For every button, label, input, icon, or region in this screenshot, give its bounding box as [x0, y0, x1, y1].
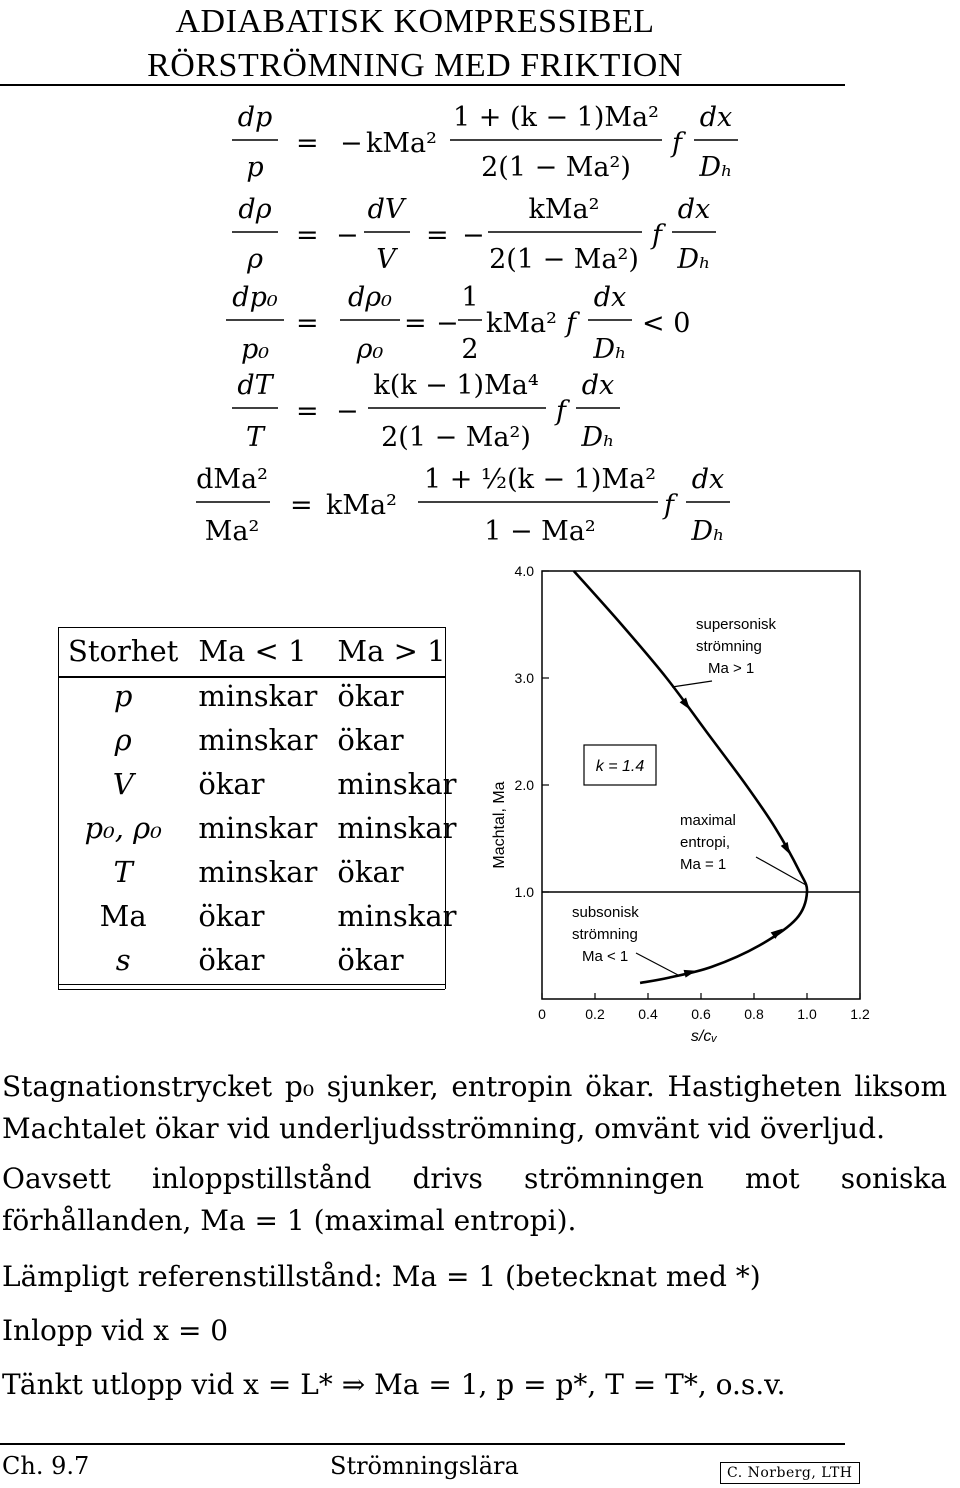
- eq3-equals-2: =: [404, 308, 427, 339]
- eq2-dh: Dₕ: [677, 244, 711, 275]
- y-tick-label: 3.0: [514, 670, 534, 686]
- table-row: [58, 718, 466, 762]
- eq3-lhs-den: p₀: [240, 334, 270, 365]
- table-cell-subsonic: minskar: [198, 855, 318, 889]
- title-rule: [0, 84, 845, 86]
- footer-rule: [0, 1443, 845, 1445]
- table-row: [58, 850, 466, 894]
- table-header-supersonic: Ma > 1: [337, 634, 446, 668]
- eq5-num: 1 + ½(k − 1)Ma²: [423, 464, 657, 495]
- y-tick-group: [515, 563, 549, 900]
- table-cell-quantity: V: [112, 767, 134, 801]
- eq2-minus-2: −: [462, 220, 485, 251]
- x-tick-label: 0.2: [585, 1006, 605, 1022]
- table-cell-supersonic: minskar: [337, 899, 457, 933]
- eq4-minus: −: [336, 396, 359, 427]
- eq3-dx: dx: [593, 282, 627, 313]
- annotation-supersonic-line-3: Ma > 1: [708, 660, 755, 677]
- paragraph-outlet: Tänkt utlopp vid x = L* ⇒ Ma = 1, p = p*, T = T*, o.s.v.: [2, 1368, 786, 1401]
- equation-4: [232, 370, 620, 453]
- eq5-dh: Dₕ: [691, 516, 725, 547]
- eq3-half-num: 1: [461, 282, 479, 313]
- eq1-dx: dx: [699, 102, 733, 133]
- table-cell-supersonic: minskar: [337, 811, 457, 845]
- annotation-maxentropy-line-1: maximal: [680, 812, 736, 829]
- eq4-dh: Dₕ: [581, 422, 615, 453]
- eq3-equals-1: =: [296, 308, 319, 339]
- eq1-minus: −: [340, 128, 363, 159]
- y-tick-label: 2.0: [514, 777, 534, 793]
- equation-5: [196, 464, 730, 547]
- y-axis-label: Machtal, Ma: [491, 781, 508, 869]
- table-row: [58, 894, 466, 938]
- x-tick-group: [538, 993, 870, 1022]
- eq2-equals-1: =: [296, 220, 319, 251]
- x-tick-label: 0.6: [691, 1006, 711, 1022]
- table-row: [58, 806, 466, 850]
- title-line-1: ADIABATISK KOMPRESSIBEL: [175, 3, 655, 40]
- eq5-f: f: [664, 490, 674, 521]
- table-cell-quantity: ρ: [114, 723, 132, 757]
- eq5-den: 1 − Ma²: [484, 516, 596, 547]
- eq5-lhs-den: Ma²: [204, 516, 260, 547]
- y-tick-label: 1.0: [514, 884, 534, 900]
- annotation-supersonic-line-1: supersonisk: [696, 616, 777, 633]
- annotation-supersonic-leader: [672, 681, 712, 687]
- x-axis-label: s/cᵥ: [690, 1028, 718, 1045]
- x-tick-label: 0.4: [638, 1006, 658, 1022]
- eq1-equals: =: [296, 128, 319, 159]
- table-cell-quantity: p: [113, 679, 133, 713]
- footer-chapter: Ch. 9.7: [2, 1452, 90, 1480]
- annotation-maxentropy-line-3: Ma = 1: [680, 856, 727, 873]
- table-bottom-rule-1: [58, 984, 445, 985]
- eq5-equals: =: [290, 490, 313, 521]
- eq2-f: f: [652, 220, 662, 251]
- eq3-tail: < 0: [642, 308, 691, 339]
- eq2-equals-2: =: [426, 220, 449, 251]
- annotation-k: [584, 745, 656, 785]
- eq4-equals: =: [296, 396, 319, 427]
- eq5-coef: kMa²: [326, 490, 397, 521]
- table-header-storhet: Storhet: [68, 634, 179, 668]
- eq4-f: f: [556, 396, 566, 427]
- paragraph-inlet: Inlopp vid x = 0: [2, 1314, 229, 1347]
- table-cell-supersonic: ökar: [337, 943, 404, 977]
- y-tick-label: 4.0: [514, 563, 534, 579]
- annotation-subsonic-line-3: Ma < 1: [582, 948, 629, 965]
- eq4-dx: dx: [581, 370, 615, 401]
- table-cell-subsonic: ökar: [198, 943, 265, 977]
- table-cell-supersonic: ökar: [337, 723, 404, 757]
- eq3-dh: Dₕ: [593, 334, 627, 365]
- eq2-mid-num: dV: [367, 194, 405, 225]
- equation-block: [0, 96, 960, 566]
- eq1-lhs-num: dp: [237, 102, 273, 133]
- eq4-lhs-num: dT: [237, 370, 273, 401]
- equation-1: [232, 102, 738, 183]
- x-tick-label: 1.2: [850, 1006, 870, 1022]
- eq1-coef: kMa²: [366, 128, 437, 159]
- eq4-den: 2(1 − Ma²): [381, 422, 531, 453]
- eq3-coef: kMa²: [486, 308, 557, 339]
- eq3-lhs-num: dp₀: [232, 282, 278, 313]
- annotation-subsonic-line-2: strömning: [572, 926, 638, 943]
- annotation-subsonic-line-1: subsonisk: [572, 904, 639, 921]
- eq5-lhs-num: dMa²: [196, 464, 268, 495]
- eq4-lhs-den: T: [245, 422, 265, 453]
- x-tick-label: 1.0: [797, 1006, 817, 1022]
- table-cell-subsonic: minskar: [198, 723, 318, 757]
- x-tick-label: 0.8: [744, 1006, 764, 1022]
- eq1-den: 2(1 − Ma²): [481, 152, 631, 183]
- annotation-subsonic-leader: [636, 953, 678, 975]
- eq1-num: 1 + (k − 1)Ma²: [453, 102, 659, 133]
- eq1-lhs-den: p: [246, 152, 264, 183]
- paragraph-stagnation: Stagnationstrycket p₀ sjunker, entropin ökar. Hastigheten liksom Machtalet ökar vid underljudsströmning, omvänt vid överljud.: [2, 1070, 947, 1145]
- table-cell-subsonic: minskar: [198, 811, 318, 845]
- table-cell-quantity: s: [115, 943, 131, 977]
- annotation-subsonic: [572, 904, 678, 975]
- page-title: [0, 0, 830, 88]
- title-line-2: RÖRSTRÖMNING MED FRIKTION: [147, 47, 683, 84]
- table-cell-supersonic: ökar: [337, 679, 404, 713]
- table-cell-subsonic: minskar: [198, 679, 318, 713]
- table-cell-subsonic: ökar: [198, 767, 265, 801]
- annotation-maxentropy-line-2: entropi,: [680, 834, 731, 851]
- fanno-chart: [480, 555, 900, 1050]
- eq3-mid-num: dρ₀: [348, 282, 392, 313]
- table-header-subsonic: Ma < 1: [198, 634, 307, 668]
- table-cell-quantity: p₀, ρ₀: [84, 811, 162, 845]
- eq2-mid-den: V: [376, 244, 396, 275]
- table-header-row: [58, 628, 466, 674]
- table-row: [58, 938, 466, 982]
- table-row: [58, 762, 466, 806]
- x-tick-label: 0: [538, 1006, 546, 1022]
- table-cell-supersonic: ökar: [337, 855, 404, 889]
- table-cell-supersonic: minskar: [337, 767, 457, 801]
- annotation-supersonic: [672, 616, 777, 687]
- eq3-minus: −: [436, 308, 459, 339]
- footer-course: Strömningslära: [330, 1452, 519, 1480]
- eq2-dx: dx: [677, 194, 711, 225]
- eq3-mid-den: ρ₀: [356, 334, 384, 365]
- table-cell-subsonic: ökar: [198, 899, 265, 933]
- eq4-num: k(k − 1)Ma⁴: [373, 370, 539, 401]
- eq2-den: 2(1 − Ma²): [489, 244, 639, 275]
- table-cell-quantity: T: [113, 855, 133, 889]
- eq3-half-den: 2: [461, 334, 479, 365]
- storhet-table: [58, 628, 466, 982]
- eq1-f: f: [672, 128, 682, 159]
- annotation-supersonic-line-2: strömning: [696, 638, 762, 655]
- footer-author-box: C. Norberg, LTH: [720, 1462, 860, 1484]
- table-row: [58, 674, 466, 718]
- table-bottom-rule-2: [58, 989, 445, 990]
- eq2-lhs-num: dρ: [238, 194, 272, 225]
- paragraph-reference: Lämpligt referenstillstånd: Ma = 1 (betecknat med *): [2, 1260, 761, 1293]
- table-cell-quantity: Ma: [99, 899, 147, 933]
- eq2-minus-1: −: [336, 220, 359, 251]
- equation-3: [226, 282, 690, 365]
- equation-2: [232, 194, 716, 275]
- eq5-dx: dx: [691, 464, 725, 495]
- eq1-dh: Dₕ: [699, 152, 733, 183]
- eq2-lhs-den: ρ: [247, 244, 263, 275]
- eq2-num: kMa²: [528, 194, 600, 225]
- eq3-f: f: [566, 308, 576, 339]
- paragraph-sonic: Oavsett inloppstillstånd drivs strömningen mot soniska förhållanden, Ma = 1 (maximal entropi).: [2, 1162, 947, 1237]
- annotation-k-text: k = 1.4: [595, 758, 645, 775]
